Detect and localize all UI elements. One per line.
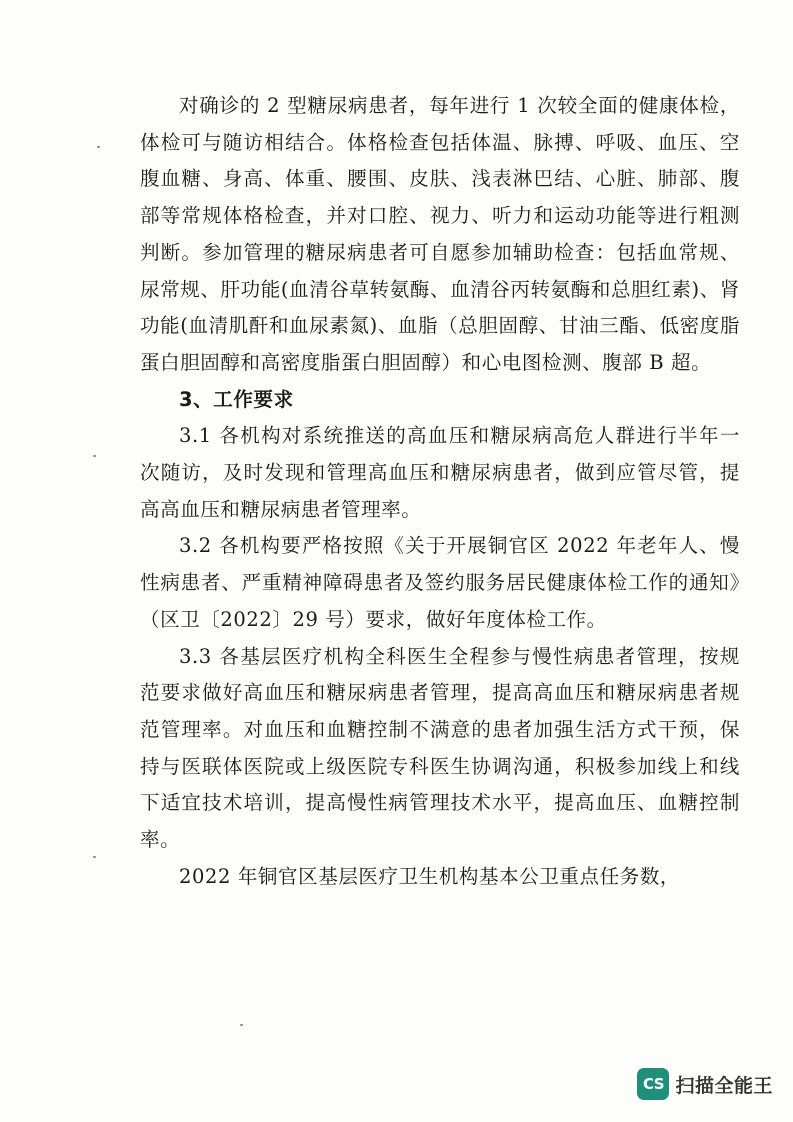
scanner-watermark bbox=[637, 1068, 773, 1100]
paragraph-3-3: 3.3 各基层医疗机构全科医生全程参与慢性病患者管理，按规范要求做好高血压和糖尿病患者管理，提高高血压和糖尿病患者规范管理率。对血压和血糖控制不满意的患者加强生活方式干预，保持与医联体医院或上级医院专科医生协调沟通，积极参加线上和线下适宜技术培训，提高慢性病管理技术水平，提高血压、血糖控制率。 bbox=[140, 644, 740, 852]
watermark-app-name: 扫描全能王 bbox=[675, 1074, 773, 1097]
paragraph-3-1: 3.1 各机构对系统推送的高血压和糖尿病高危人群进行半年一次随访，及时发现和管理高血压和糖尿病患者，做到应管尽管，提高高血压和糖尿病患者管理率。 bbox=[140, 424, 740, 521]
scan-speck bbox=[93, 455, 96, 457]
paragraph-health-checkup: 对确诊的 2 型糖尿病患者，每年进行 1 次较全面的健康体检，体检可与随访相结合。体格检查包括体温、脉搏、呼吸、血压、空腹血糖、身高、体重、腰围、皮肤、浅表淋巴结、心脏、肺部、腹部等常规体格检查，并对口腔、视力、听力和运动功能等进行粗测判断。参加管理的糖尿病患者可自愿参加辅助检查：包括血常规、尿常规、肝功能(血清谷草转氨酶、血清谷丙转氨酶和总胆红素)、肾功能(血清肌酐和血尿素氮)、血脂（总胆固醇、甘油三酯、低密度脂蛋白胆固醇和高密度脂蛋白胆固醇）和心电图检测、腹部 B 超。 bbox=[140, 94, 740, 374]
camscanner-logo-icon: CS bbox=[637, 1068, 669, 1100]
scan-speck bbox=[93, 856, 96, 858]
paragraph-task-count: 2022 年铜官区基层医疗卫生机构基本公卫重点任务数， bbox=[179, 864, 681, 888]
scan-speck bbox=[97, 146, 100, 148]
scan-speck bbox=[240, 1024, 243, 1026]
section-heading-work-requirements: 3、工作要求 bbox=[179, 387, 294, 411]
document-body bbox=[140, 88, 740, 895]
paragraph-3-2: 3.2 各机构要严格按照《关于开展铜官区 2022 年老年人、慢性病患者、严重精神障碍患者及签约服务居民健康体检工作的通知》（区卫〔2022〕29 号）要求，做好年度体检工作。 bbox=[140, 534, 740, 631]
